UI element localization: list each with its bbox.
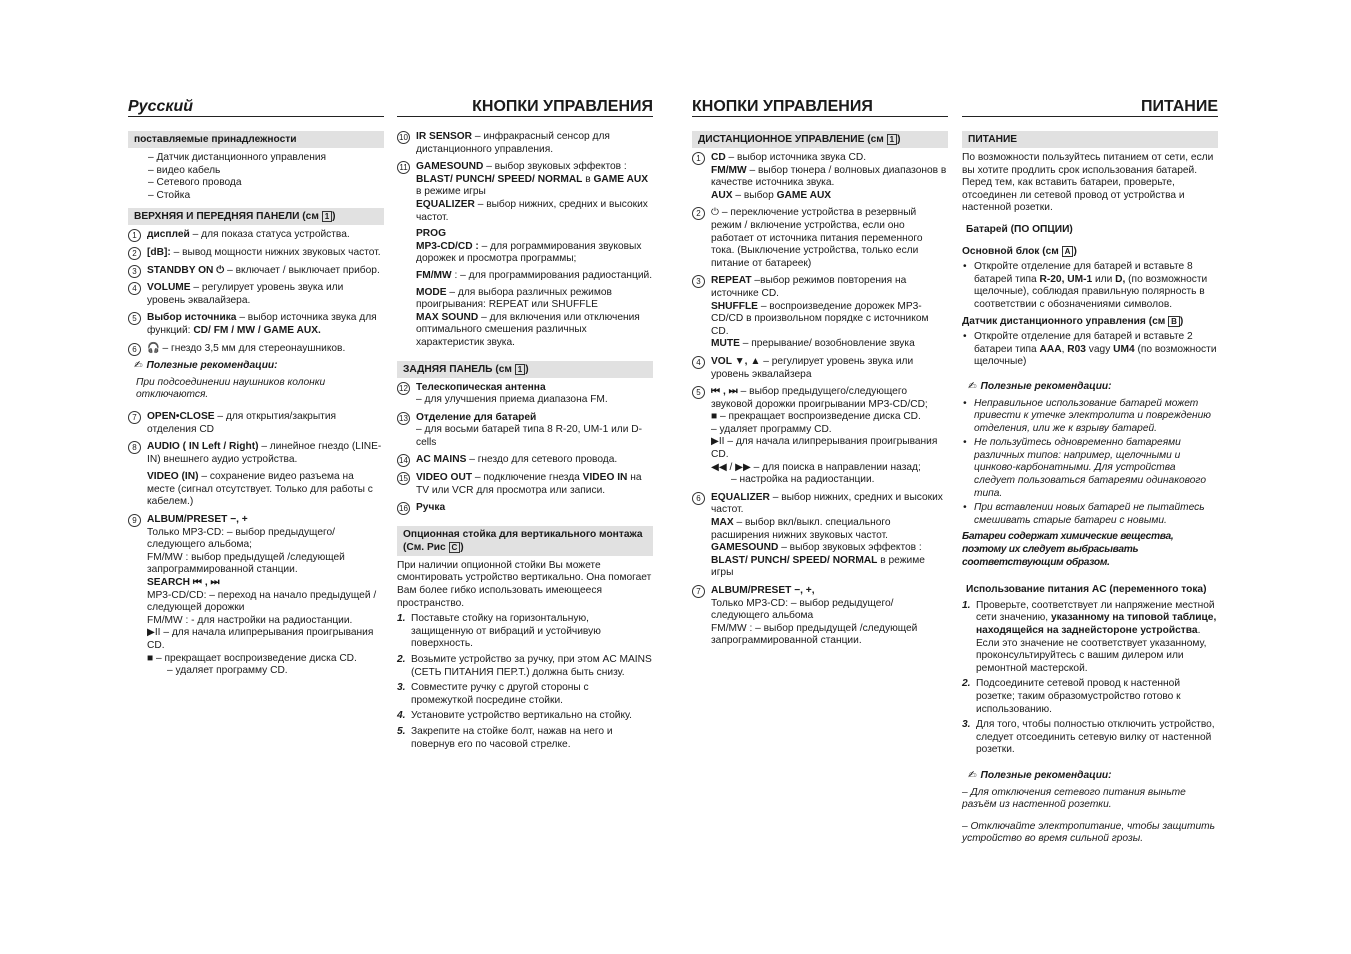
- step-item: 2. Возьмите устройство за ручку, при этом AC MAINS (СЕТЬ ПИТАНИЯ ПЕР.Т.) должна быть снизу.: [397, 654, 652, 678]
- page-header: [128, 92, 384, 117]
- step-item: 4. Установите устройство вертикально на стойку.: [397, 710, 632, 722]
- item-number: 14: [397, 454, 410, 467]
- ac-title: Использование питания AC (переменного тока): [966, 584, 1207, 596]
- bullet-item: • Откройте отделение для батарей и вставьте 8 батарей типа R-20, UM-1 или D, (по возможности щелочные), соблюдая правильную полярность в соответствии с обозначениями символов.: [962, 261, 1218, 311]
- item-number: 1: [128, 229, 141, 242]
- step-item: 1. Проверьте, соответствует ли напряжение местной сети значению, указанному на типовой таблице, находящейся на заднейстороне устройства. Если это значение не соответствует указанному, проконсультируйтесь с вашим дилером или ремонтной мастерской.: [962, 599, 1217, 674]
- remote-title: Датчик дистанционного управления (см B ): [962, 315, 1184, 327]
- bullet-item: • Откройте отделение для батарей и вставьте 2 батареи типа AAA, R03 vagy UM4 (по возможности щелочные): [962, 331, 1218, 369]
- pencil-check-icon: ✍: [134, 360, 143, 372]
- step-item: 1. Поставьте стойку на горизонтальную, защищенную от вибраций и устойчивую поверхность.: [397, 613, 601, 650]
- control-item: 5 Выбор источника – выбор источника звука для функций: CD/ FM / MW / GAME AUX.: [128, 312, 384, 337]
- stand-text: При наличии опционной стойки Вы можете смонтировать устройство вертикально. Она помогает Вам более гибко использовать имеющееся пространство.: [397, 559, 652, 609]
- item-number: 2: [128, 247, 141, 260]
- accessory-item: – видео кабель: [148, 164, 221, 176]
- step-item: 3. Совместите ручку с другой стороны с промежуткой посредине стойки.: [397, 682, 589, 706]
- batteries-title: Батарей (ПО ОПЦИИ): [966, 223, 1073, 235]
- section-accessories-title: поставляемые принадлежности: [128, 131, 384, 148]
- figure-ref: 1: [322, 211, 332, 222]
- accessories-list: [128, 152, 384, 202]
- step-item: 5. Закрепите на стойке болт, нажав на него и повернув его по часовой стрелке.: [397, 725, 613, 750]
- tip-text: – Для отключения сетевого питания выньте разъём из настенной розетки.: [962, 786, 1186, 811]
- control-item: 6 EQUALIZER – выбор нижних, средних и высоких частот. MAX – выбор вкл/выкл. специального расширения нижних звуковых частот. GAMESOUND – выбор звуковых эффектов : BLAST/ PUNCH/ SPEED/ NORMAL в режиме игры: [692, 492, 948, 580]
- item-number: 7: [128, 411, 141, 424]
- step-item: 3. Для того, чтобы полностью отключить устройство, следует отсоединить сетевую вилку от настенной розетки.: [962, 719, 1215, 756]
- item-number: 13: [397, 412, 410, 425]
- section-rear-panel-title: ЗАДНЯЯ ПАНЕЛЬ (см 1 ): [397, 361, 653, 378]
- accessory-item: – Стойка: [148, 189, 191, 201]
- section-top-panel-title: ВЕРХНЯЯ И ПЕРЕДНЯЯ ПАНЕЛИ (см 1 ): [128, 208, 384, 225]
- column-2: [397, 92, 653, 754]
- item-number: 10: [397, 131, 410, 144]
- control-item: 9 ALBUM/PRESET −, + Только MP3-CD: – выбор предыдущего/следующего альбома; FM/MW : выбор предыдущей /следующей запрограммированной станции. SEARCH ⏮ , ⏭ MP3-CD/CD: – переход на начало предыдущей / следующей дорожки FM/MW : - для настройки на радиостанции. ▶II – для начала илипрерывания проигрывания CD. ■ – прекращает воспроизведение диска CD. – удаляет программу CD.: [128, 514, 384, 678]
- header-title: ПИТАНИЕ: [1140, 98, 1218, 116]
- pencil-check-icon: ✍: [968, 769, 977, 781]
- column-1: [128, 92, 384, 683]
- control-item: 3 REPEAT –выбор режимов повторения на источнике CD. SHUFFLE – воспроизведение дорожек MP3-CD/CD в произвольном порядке с источником CD. MUTE – прерывание/ возобновление звука: [692, 275, 948, 351]
- header-title: КНОПКИ УПРАВЛЕНИЯ: [472, 98, 653, 116]
- tip-bullet: • При вставлении новых батарей не пытайтесь смешивать старые батареи с новыми.: [962, 502, 1218, 527]
- item-number: 4: [692, 356, 705, 369]
- item-number: 9: [128, 514, 141, 527]
- control-item: 11 GAMESOUND – выбор звуковых эффектов : BLAST/ PUNCH/ SPEED/ NORMAL в GAME AUX в режиме игры EQUALIZER – выбор нижних, средних и высоких частот. PROG MP3-CD/CD : – для рограммирования звуковых дорожек и просмотра программы; FM/MW : – для программирования радиостанций. MODE – для выбора различных режимов проигрывания: REPEAT или SHUFFLE MAX SOUND – для включения или отключения оптимального смешения различных характеристик звука.: [397, 161, 653, 349]
- section-remote-title: ДИСТАНЦИОННОЕ УПРАВЛЕНИЕ (см 1 ): [692, 131, 948, 148]
- control-item: 14 AC MAINS – гнездо для сетевого провода.: [397, 454, 653, 467]
- accessory-item: – Сетевого провода: [148, 177, 242, 189]
- section-power-title: ПИТАНИЕ: [962, 131, 1218, 148]
- tip-text: – Отключайте электропитание, чтобы защитить устройство во время сильной грозы.: [962, 820, 1215, 845]
- control-item: 16 Ручка: [397, 502, 653, 515]
- item-number: 12: [397, 382, 410, 395]
- header-title: Русский: [128, 98, 194, 116]
- control-item: 4 VOL ▼, ▲ – регулирует уровень звука или уровень эквалайзера: [692, 356, 948, 381]
- item-number: 8: [128, 441, 141, 454]
- item-number: 15: [397, 472, 410, 485]
- item-number: 3: [692, 275, 705, 288]
- control-item: 10 IR SENSOR – инфракрасный сенсор для дистанционного управления.: [397, 131, 653, 156]
- control-item: 2 ⏻ – переключение устройства в резервный режим / включение устройства, если оно работает от источника питания переменного тока. (Выключение устройства, только если питание от батареек): [692, 207, 948, 270]
- control-item: 1 CD – выбор источника звука CD. FM/MW – выбор тюнера / волновых диапазонов в качестве источника звука. AUX – выбор GAME AUX: [692, 152, 948, 202]
- control-item: 13 Отделение для батарей – для восьми батарей типа 8 R-20, UM-1 или D-cells: [397, 412, 653, 450]
- control-item: VIDEO (IN) – сохранение видео разъема на месте (сигнал отсутствует. Только для работы с кабелем.): [147, 471, 373, 508]
- tip-heading: ✍ Полезные рекомендации:: [968, 769, 1112, 781]
- control-item: 4 VOLUME – регулирует уровень звука или уровень эквалайзера.: [128, 282, 384, 307]
- control-item: 8 AUDIO ( IN Left / Right) – линейное гнездо (LINE-IN) внешнего аудио устройства.: [128, 441, 384, 466]
- section-stand-title: Опционная стойка для вертикального монтажа (См. Рис C ): [397, 526, 653, 556]
- item-number: 11: [397, 161, 410, 174]
- page-header: [692, 92, 948, 117]
- item-number: 3: [128, 265, 141, 278]
- tip-heading: ✍ Полезные рекомендации:: [968, 380, 1112, 392]
- column-4: [962, 92, 1218, 849]
- item-number: 7: [692, 585, 705, 598]
- tip-bullet: • Неправильное использование батарей может привести к утечке электролита и повреждению отделения, или же к взрыву батарей.: [962, 398, 1218, 436]
- figure-ref: B: [1168, 316, 1180, 327]
- figure-ref: 1: [887, 134, 897, 145]
- item-number: 6: [128, 343, 141, 356]
- control-item: 3 STANDBY ON ⏻ – включает / выключает прибор.: [128, 265, 384, 278]
- main-unit-title: Основной блок (см A ): [962, 245, 1077, 257]
- item-number: 5: [128, 312, 141, 325]
- figure-ref: 1: [515, 364, 525, 375]
- item-number: 6: [692, 492, 705, 505]
- item-number: 2: [692, 207, 705, 220]
- tip-heading: ✍ Полезные рекомендации:: [134, 360, 278, 372]
- column-3: [692, 92, 948, 653]
- item-number: 5: [692, 386, 705, 399]
- page-header: [962, 92, 1218, 117]
- control-item: 1 дисплей – для показа статуса устройства.: [128, 229, 384, 242]
- accessory-item: – Датчик дистанционного управления: [148, 152, 327, 163]
- control-item: 5 ⏮ , ⏭ – выбор предыдущего/следующего звуковой дорожки проигрывании MP3-CD/CD; ■ – прекращает воспроизведение диска CD. – удаляет программу CD. ▶II – для начала илипрерывания проигрывания CD. ◀◀ / ▶▶ – для поиска в направлении назад; – настройка на радиостанции.: [692, 386, 948, 487]
- item-number: 16: [397, 502, 410, 515]
- page-header: [397, 92, 653, 117]
- tip-text: При подсоединении наушников колонки отключаются.: [136, 376, 326, 401]
- control-item: 15 VIDEO OUT – подключение гнезда VIDEO IN на TV или VCR для просмотра или записи.: [397, 472, 653, 497]
- warning-text: Батареи содержат химические вещества, поэтому их следует выбрасывать соответствующим образом.: [962, 531, 1174, 568]
- step-item: 2. Подсоедините сетевой провод к настенной розетке; таким образомустройство готово к использованию.: [962, 678, 1181, 715]
- control-item: 2 [dB]: – вывод мощности нижних звуковых частот.: [128, 247, 384, 260]
- header-title: КНОПКИ УПРАВЛЕНИЯ: [692, 98, 873, 116]
- item-number: 1: [692, 152, 705, 165]
- control-item: 7 ALBUM/PRESET −, +, Только MP3-CD: – выбор редыдущего/ следующего альбома FM/MW : – выбор предыдущей /следующей запрограммированной станции.: [692, 585, 948, 648]
- figure-ref: A: [1062, 246, 1074, 257]
- pencil-check-icon: ✍: [968, 380, 977, 392]
- control-item: 12 Телескопическая антенна – для улучшения приема диапазона FM.: [397, 382, 653, 407]
- control-item: 7 OPEN•CLOSE – для открытия/закрытия отделения CD: [128, 411, 384, 436]
- figure-ref: C: [449, 542, 461, 553]
- item-number: 4: [128, 282, 141, 295]
- control-item: 6 🎧 – гнездо 3,5 мм для стереонаушников.: [128, 343, 384, 356]
- power-text: По возможности пользуйтесь питанием от сети, если вы хотите продлить срок использования батарей. Перед тем, как вставить батареи, проверьте, отсоединен ли сетевой провод от устройства и настенной розетки.: [962, 152, 1214, 214]
- tip-bullet: • Не пользуйтесь одновременно батареями различных типов: например, щелочными и цинково-карбонатными. Для устройства следует пользоваться батареями одинакового типа.: [962, 437, 1218, 500]
